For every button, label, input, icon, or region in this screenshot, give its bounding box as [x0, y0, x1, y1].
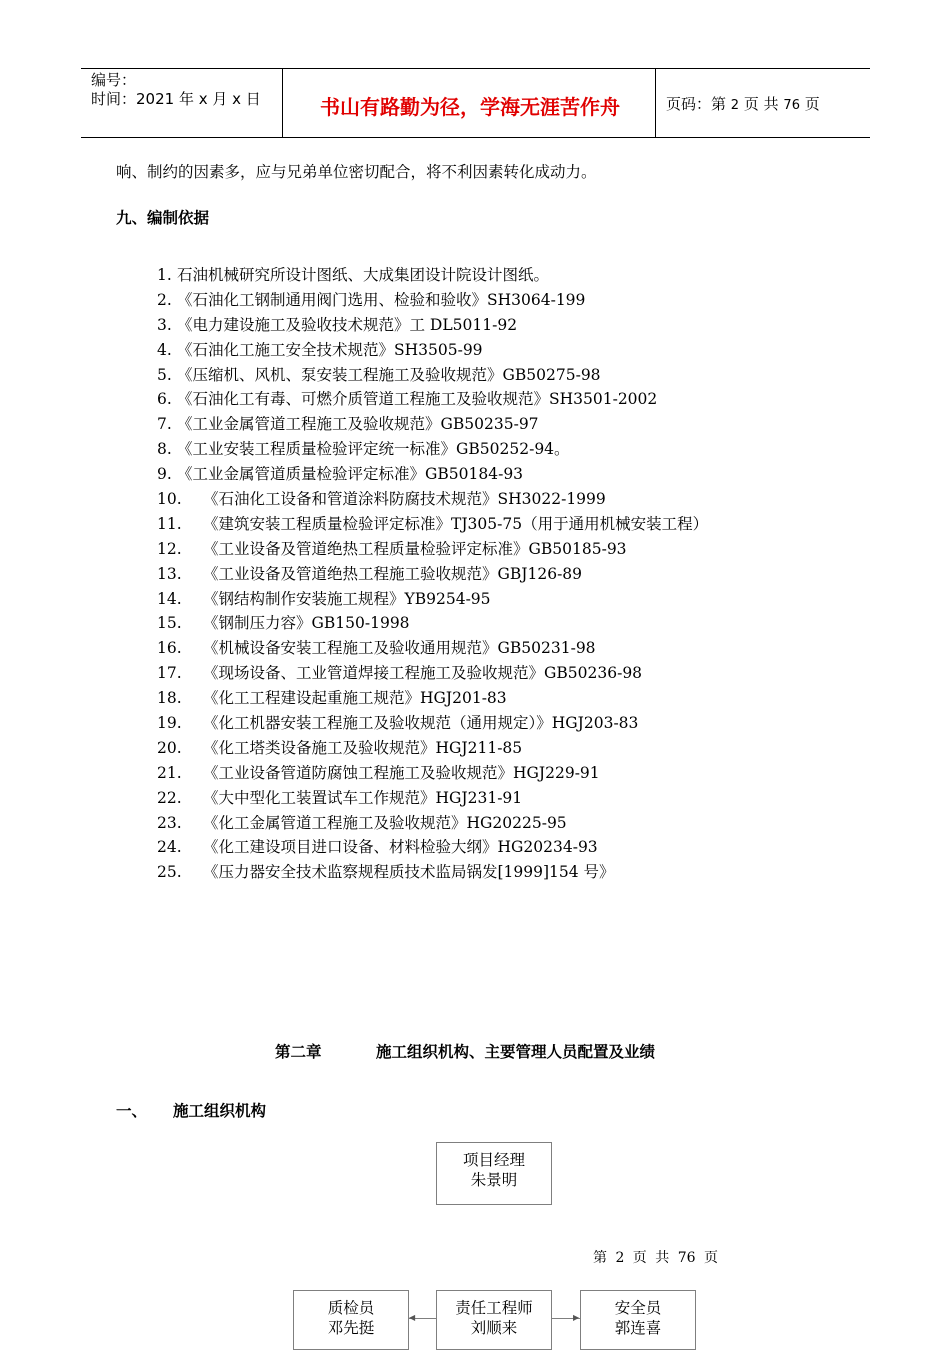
reference-text: 《工业设备及管道绝热工程施工验收规范》GBJ126-89: [203, 564, 583, 583]
reference-text: 《机械设备安装工程施工及验收通用规范》GB50231-98: [203, 639, 596, 658]
reference-text: 《工业设备管道防腐蚀工程施工及验收规范》HGJ229-91: [203, 763, 600, 782]
reference-text: 《化工工程建设起重施工规范》HGJ201-83: [203, 689, 507, 708]
reference-item: [157, 363, 601, 388]
reference-item: [157, 338, 483, 363]
reference-item: [157, 636, 596, 661]
chapter-number: 第二章: [275, 1043, 322, 1061]
reference-item: [157, 263, 550, 288]
reference-item: [157, 562, 583, 587]
reference-text: 《工业金属管道工程施工及验收规范》GB50235-97: [177, 415, 539, 434]
chapter-title: 施工组织机构、主要管理人员配置及业绩: [376, 1043, 656, 1061]
reference-item: [157, 288, 586, 313]
org-role: 项目经理: [462, 1151, 525, 1169]
reference-number: 16.: [157, 639, 182, 658]
reference-text: 《压缩机、风机、泵安装工程施工及验收规范》GB50275-98: [177, 365, 601, 384]
page-total: 76: [783, 98, 800, 113]
reference-number: 2.: [157, 290, 172, 309]
reference-number: 17.: [157, 664, 182, 683]
reference-item: [157, 835, 598, 860]
reference-number: 12.: [157, 539, 182, 558]
org-person: 邓先挺: [327, 1319, 375, 1337]
reference-number: 20.: [157, 738, 182, 757]
section-1-title: 施工组织机构: [173, 1102, 267, 1120]
reference-number: 18.: [157, 689, 182, 708]
org-role: 责任工程师: [455, 1299, 533, 1317]
reference-item: [157, 711, 639, 736]
reference-item: [157, 412, 539, 437]
reference-text: 《石油化工钢制通用阀门选用、检验和验收》SH3064-199: [177, 290, 586, 309]
reference-number: 1.: [157, 266, 172, 284]
reference-number: 9.: [157, 465, 172, 484]
org-box-responsible-engineer: [436, 1290, 552, 1350]
reference-text: 《化工金属管道工程施工及验收规范》HG20225-95: [203, 813, 567, 832]
arrow-left-icon: ◀: [409, 1313, 416, 1322]
reference-text: 《工业安装工程质量检验评定统一标准》GB50252-94。: [177, 440, 570, 459]
reference-number: 13.: [157, 564, 182, 583]
reference-number: 21.: [157, 763, 182, 782]
section-1-number: 一、: [116, 1102, 148, 1120]
reference-number: 3.: [157, 315, 172, 334]
reference-text: 《压力器安全技术监察规程质技术监局锅发[1999]154 号》: [203, 863, 615, 882]
reference-number: 19.: [157, 714, 182, 733]
reference-item: [157, 686, 507, 711]
reference-number: 23.: [157, 813, 182, 832]
section-9-heading: 九、编制依据: [116, 209, 210, 227]
page-header: [81, 68, 870, 138]
reference-text: 《钢制压力容》GB150-1998: [203, 614, 410, 633]
doc-number-label: 编号：: [91, 71, 137, 89]
reference-text: 《钢结构制作安装施工规程》YB9254-95: [203, 589, 491, 608]
arrow-right-icon: ▶: [573, 1313, 580, 1322]
reference-number: 5.: [157, 365, 172, 384]
org-box-quality-inspector: [293, 1290, 409, 1350]
page-suffix: 页: [804, 95, 820, 113]
reference-number: 8.: [157, 440, 172, 459]
reference-number: 15.: [157, 614, 182, 633]
page-footer: 第 2 页 共 76 页: [593, 1250, 718, 1266]
reference-number: 7.: [157, 415, 172, 434]
reference-item: [157, 587, 491, 612]
header-motto: 书山有路勤为径，学海无涯苦作舟: [320, 95, 620, 119]
reference-item: [157, 387, 658, 412]
reference-number: 24.: [157, 838, 182, 857]
reference-item: [157, 761, 600, 786]
header-divider: [282, 69, 283, 137]
reference-text: 《工业金属管道质量检验评定标准》GB50184-93: [177, 465, 524, 484]
reference-text: 《建筑安装工程质量检验评定标准》TJ305-75（用于通用机械安装工程）: [203, 514, 709, 533]
reference-number: 4.: [157, 340, 172, 359]
page-number: 2: [730, 98, 740, 113]
reference-number: 25.: [157, 863, 182, 882]
org-box-project-manager: [436, 1142, 552, 1205]
reference-number: 10.: [157, 490, 182, 509]
reference-item: [157, 811, 567, 836]
reference-item: [157, 462, 524, 487]
org-box-safety-officer: [580, 1290, 696, 1350]
reference-text: 《石油化工设备和管道涂料防腐技术规范》SH3022-1999: [203, 490, 606, 509]
reference-number: 22.: [157, 788, 182, 807]
reference-list: [157, 263, 709, 885]
reference-item: [157, 313, 518, 338]
reference-text: 《石油化工有毒、可燃介质管道工程施工及验收规范》SH3501-2002: [177, 390, 658, 409]
header-meta: [91, 71, 261, 109]
reference-item: [157, 537, 627, 562]
reference-item: [157, 860, 615, 885]
reference-item: [157, 487, 606, 512]
reference-text: 《化工塔类设备施工及验收规范》HGJ211-85: [203, 738, 523, 757]
reference-item: [157, 736, 523, 761]
org-person: 郭连喜: [614, 1319, 662, 1337]
intro-paragraph: 响、制约的因素多，应与兄弟单位密切配合，将不利因素转化成动力。: [116, 163, 597, 181]
reference-text: 《石油化工施工安全技术规范》SH3505-99: [177, 340, 483, 359]
reference-text: 《现场设备、工业管道焊接工程施工及验收规范》GB50236-98: [203, 664, 643, 683]
org-person: 刘顺来: [470, 1319, 518, 1337]
org-role: 质检员: [327, 1299, 375, 1317]
reference-number: 11.: [157, 514, 182, 533]
page-prefix: 页码：第: [666, 95, 727, 113]
org-role: 安全员: [614, 1299, 662, 1317]
reference-number: 6.: [157, 390, 172, 409]
doc-date: 时间：2021 年 x 月 x 日: [91, 90, 261, 108]
page-mid: 页 共: [743, 95, 779, 113]
reference-number: 14.: [157, 589, 182, 608]
reference-text: 《工业设备及管道绝热工程质量检验评定标准》GB50185-93: [203, 539, 627, 558]
reference-item: [157, 437, 570, 462]
reference-text: 《大中型化工装置试车工作规范》HGJ231-91: [203, 788, 523, 807]
reference-text: 《化工建设项目进口设备、材料检验大纲》HG20234-93: [203, 838, 598, 857]
reference-item: [157, 512, 709, 537]
reference-text: 《化工机器安装工程施工及验收规范（通用规定）》HGJ203-83: [203, 714, 639, 733]
reference-text: 《电力建设施工及验收技术规范》工 DL5011-92: [177, 315, 518, 334]
reference-text: 石油机械研究所设计图纸、大成集团设计院设计图纸。: [177, 266, 550, 284]
reference-item: [157, 661, 643, 686]
reference-item: [157, 611, 410, 636]
header-page-indicator: [666, 93, 820, 114]
org-person: 朱景明: [470, 1171, 518, 1189]
reference-item: [157, 786, 523, 811]
